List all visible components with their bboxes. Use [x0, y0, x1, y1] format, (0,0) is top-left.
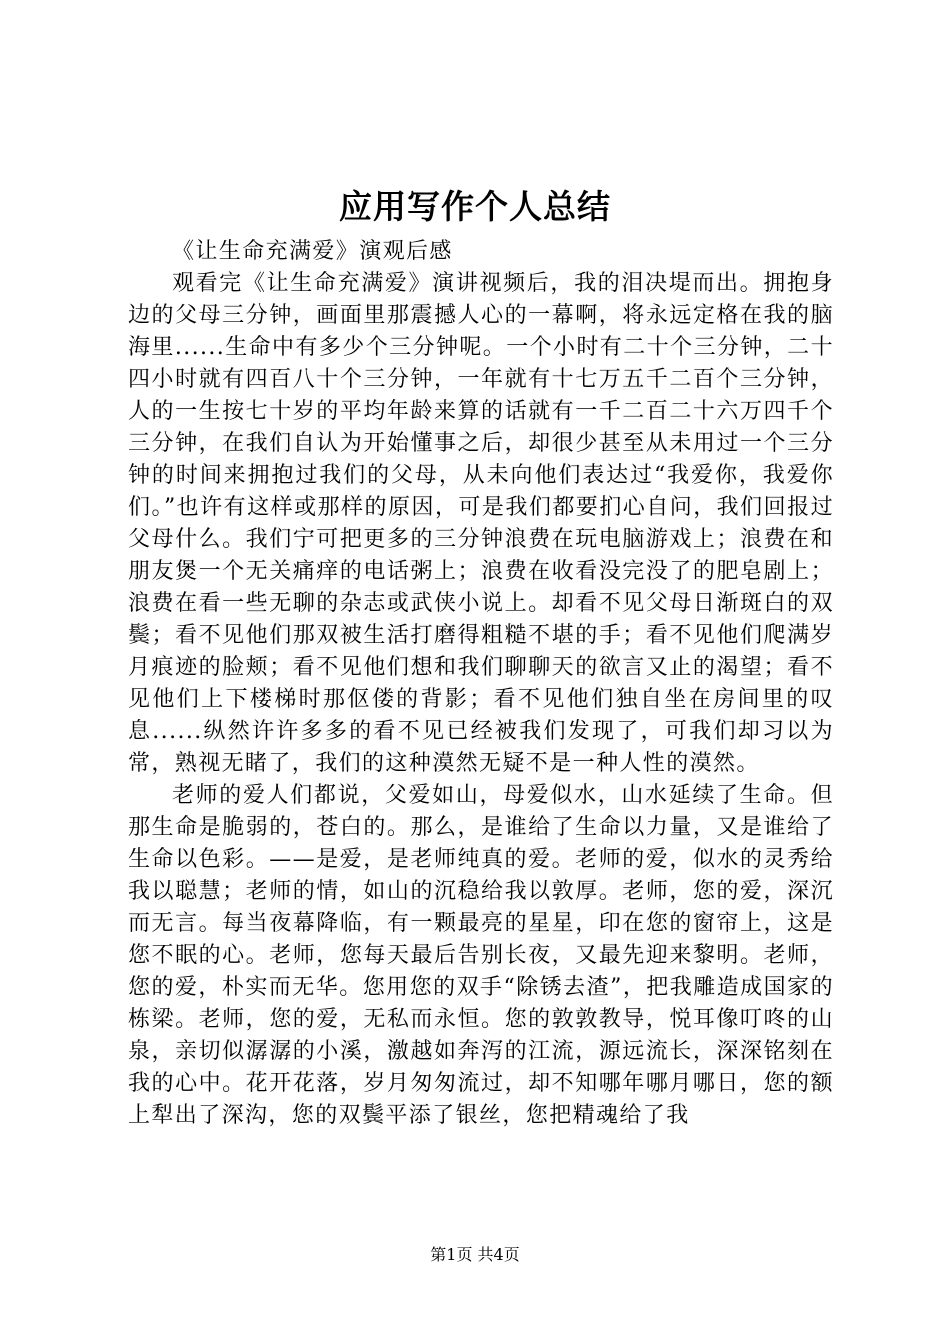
- paragraph-1: 观看完《让生命充满爱》演讲视频后，我的泪决堤而出。拥抱身边的父母三分钟，画面里那震撼人心的一幕啊，将永远定格在我的脑海里......生命中有多少个三分钟呢。一个小时有二十个三分钟，二十四小时就有四百八十个三分钟，一年就有十七万五千二百个三分钟，人的一生按七十岁的平均年龄来算的话就有一千二百二十六万四千个三分钟，在我们自认为开始懂事之后，却很少甚至从未用过一个三分钟的时间来拥抱过我们的父母，从未向他们表达过“我爱你，我爱你们。”也许有这样或那样的原因，可是我们都要扪心自问，我们回报过父母什么。我们宁可把更多的三分钟浪费在玩电脑游戏上；浪费在和朋友煲一个无关痛痒的电话粥上；浪费在收看没完没了的肥皂剧上；浪费在看一些无聊的杂志或武侠小说上。却看不见父母日渐斑白的双鬓；看不见他们那双被生活打磨得粗糙不堪的手；看不见他们爬满岁月痕迹的脸颊；看不见他们想和我们聊聊天的欲言又止的渴望；看不见他们上下楼梯时那伛偻的背影；看不见他们独自坐在房间里的叹息......纵然许许多多的看不见已经被我们发现了，可我们却习以为常，熟视无睹了，我们的这种漠然无疑不是一种人性的漠然。: [128, 271, 834, 776]
- paragraph-2: 老师的爱人们都说，父爱如山，母爱似水，山水延续了生命。但那生命是脆弱的，苍白的。那么，是谁给了生命以力量，又是谁给了生命以色彩。——是爱，是老师纯真的爱。老师的爱，似水的灵秀给我以聪慧；老师的情，如山的沉稳给我以敦厚。老师，您的爱，深沉而无言。每当夜幕降临，有一颗最亮的星星，印在您的窗帘上，这是您不眠的心。老师，您每天最后告别长夜，又最先迎来黎明。老师，您的爱，朴实而无华。您用您的双手“除锈去渣”，把我雕造成国家的栋梁。老师，您的爱，无私而永恒。您的敦敦教导，悦耳像叮咚的山泉，亲切似潺潺的小溪，激越如奔泻的江流，源远流长，深深铭刻在我的心中。花开花落，岁月匆匆流过，却不知哪年哪月哪日，您的额上犁出了深沟，您的双鬓平添了银丝，您把精魂给了我: [128, 783, 834, 1128]
- document-title: 应用写作个人总结: [339, 187, 611, 226]
- page-footer: 第1页 共4页: [430, 1245, 520, 1264]
- document-body: [128, 236, 834, 1132]
- document-subtitle: 《让生命充满爱》演观后感: [172, 239, 453, 264]
